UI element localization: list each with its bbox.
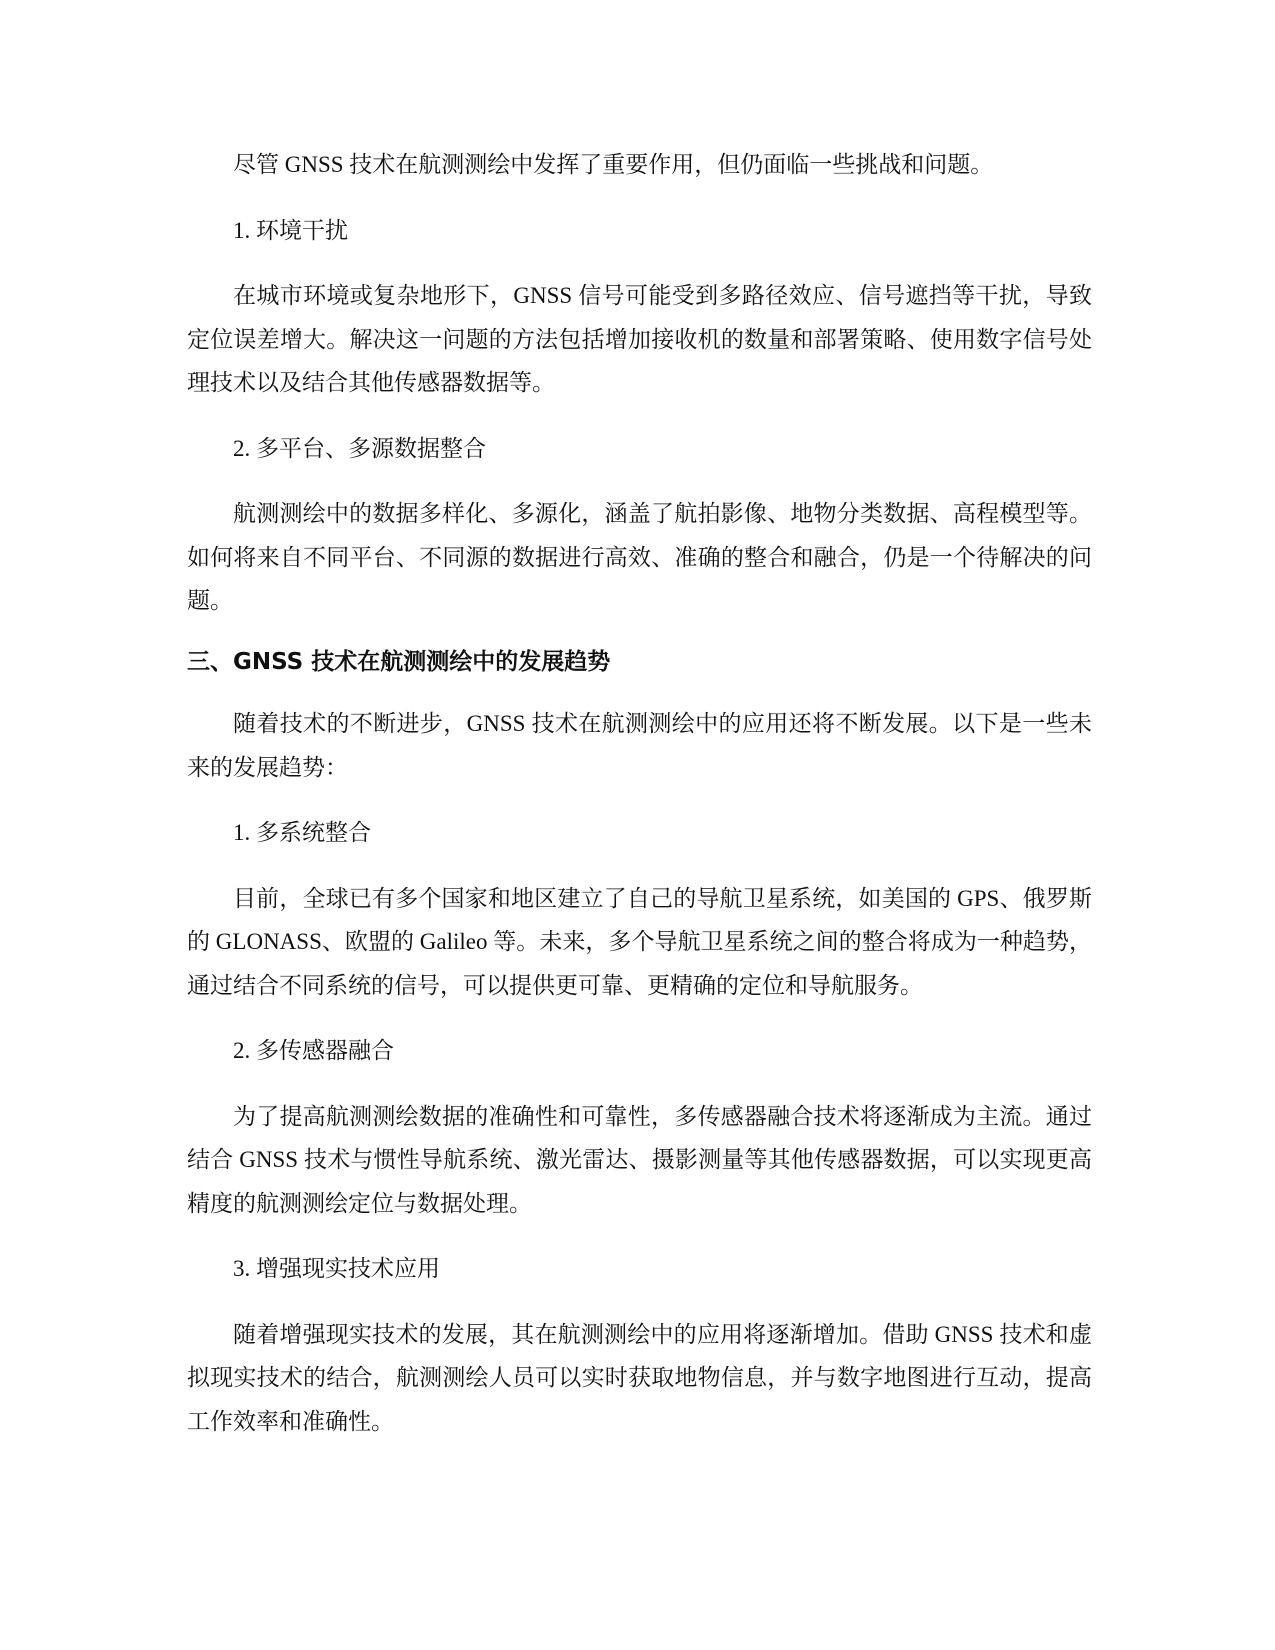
challenge-1-title: 1. 环境干扰 xyxy=(233,217,348,243)
section-3-intro: 随着技术的不断进步，GNSS 技术在航测测绘中的应用还将不断发展。以下是一些未来的发展趋势： xyxy=(187,711,1092,780)
trend-3-title: 3. 增强现实技术应用 xyxy=(233,1256,440,1281)
trend-1-body: 目前，全球已有多个国家和地区建立了自己的导航卫星系统，如美国的 GPS、俄罗斯的 GLONASS、欧盟的 Galileo 等。未来，多个导航卫星系统之间的整合将成为一种趋势，通过结合不同系统的信号，可以提供更可靠、更精确的定位和导航服务。 xyxy=(187,885,1092,998)
trend-2-body: 为了提高航测测绘数据的准确性和可靠性，多传感器融合技术将逐渐成为主流。通过结合 GNSS 技术与惯性导航系统、激光雷达、摄影测量等其他传感器数据，可以实现更高精度的航测测绘定位与数据处理。 xyxy=(187,1103,1092,1216)
challenge-2-body: 航测测绘中的数据多样化、多源化，涵盖了航拍影像、地物分类数据、高程模型等。如何将来自不同平台、不同源的数据进行高效、准确的整合和融合，仍是一个待解决的问题。 xyxy=(187,501,1092,613)
section-3-heading: 三、GNSS 技术在航测测绘中的发展趋势 xyxy=(187,648,611,675)
trend-2-title: 2. 多传感器融合 xyxy=(233,1038,394,1063)
document-page xyxy=(187,143,1092,1443)
challenge-2-title: 2. 多平台、多源数据整合 xyxy=(233,435,486,461)
intro-paragraph: 尽管 GNSS 技术在航测测绘中发挥了重要作用，但仍面临一些挑战和问题。 xyxy=(233,152,994,177)
trend-1-title: 1. 多系统整合 xyxy=(233,820,371,845)
challenge-1-body: 在城市环境或复杂地形下，GNSS 信号可能受到多路径效应、信号遮挡等干扰，导致定位误差增大。解决这一问题的方法包括增加接收机的数量和部署策略、使用数字信号处理技术以及结合其他传感器数据等。 xyxy=(187,283,1092,395)
trend-3-body: 随着增强现实技术的发展，其在航测测绘中的应用将逐渐增加。借助 GNSS 技术和虚拟现实技术的结合，航测测绘人员可以实时获取地物信息，并与数字地图进行互动，提高工作效率和准确性。 xyxy=(187,1321,1092,1434)
